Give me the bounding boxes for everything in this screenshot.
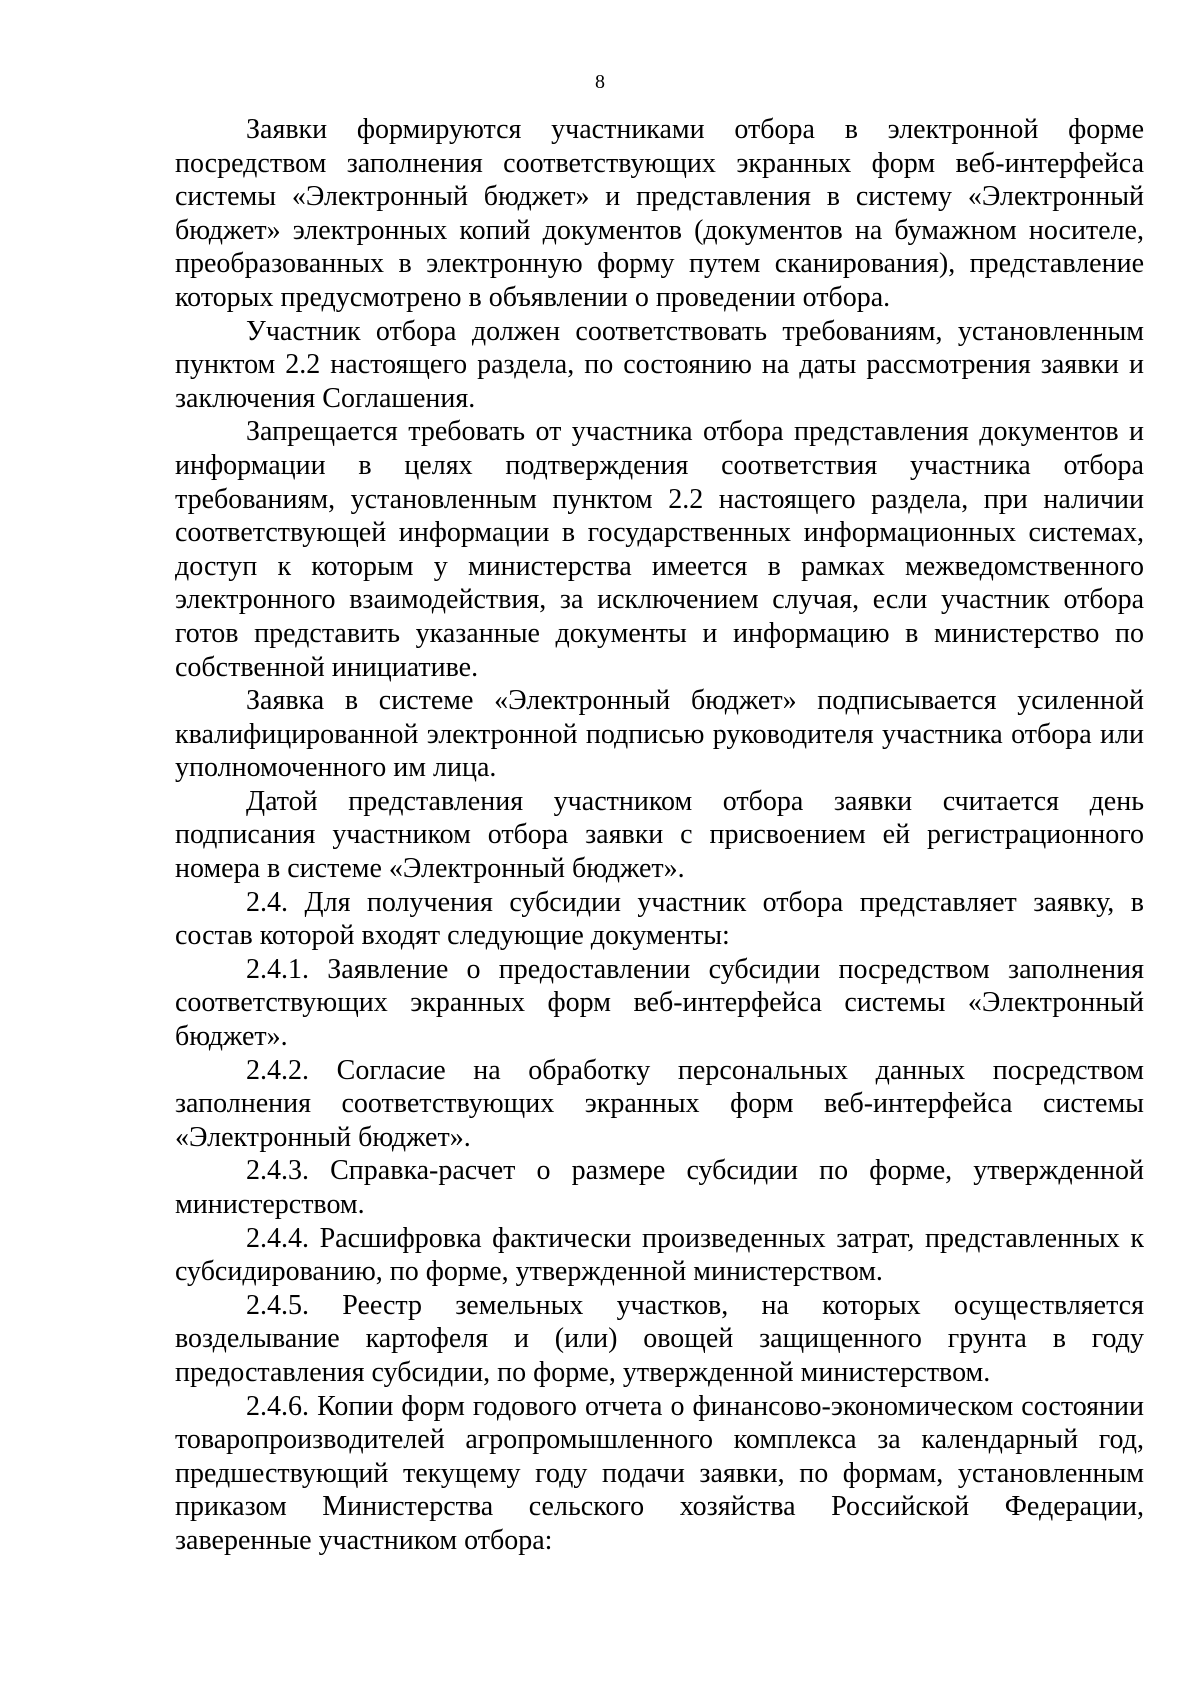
paragraph: 2.4.4. Расшифровка фактически произведенных затрат, представленных к субсидированию, по форме, утвержденной министерством. xyxy=(175,1222,1144,1288)
paragraph: 2.4.1. Заявление о предоставлении субсидии посредством заполнения соответствующих экранных форм веб-интерфейса системы «Электронный бюджет». xyxy=(175,953,1144,1053)
paragraph: Заявки формируются участниками отбора в электронной форме посредством заполнения соответствующих экранных форм веб-интерфейса системы «Электронный бюджет» и представления в систему «Электронный бюджет» электронных копий документов (документов на бумажном носителе, преобразованных в электронную форму путем сканирования), представление которых предусмотрено в объявлении о проведении отбора. xyxy=(175,114,1144,313)
paragraph: 2.4. Для получения субсидии участник отбора представляет заявку, в состав которой входят следующие документы: xyxy=(175,886,1144,952)
paragraph: 2.4.3. Справка-расчет о размере субсидии по форме, утвержденной министерством. xyxy=(175,1155,1144,1220)
paragraph: Датой представления участником отбора заявки считается день подписания участником отбора заявки с присвоением ей регистрационного номера в системе «Электронный бюджет». xyxy=(175,785,1144,885)
paragraph: Участник отбора должен соответствовать требованиям, установленным пунктом 2.2 настоящего раздела, по состоянию на даты рассмотрения заявки и заключения Соглашения. xyxy=(175,315,1144,414)
paragraph: 2.4.5. Реестр земельных участков, на которых осуществляется возделывание картофеля и (или) овощей защищенного грунта в году предоставления субсидии, по форме, утвержденной министерством. xyxy=(175,1289,1144,1388)
paragraph: 2.4.2. Согласие на обработку персональных данных посредством заполнения соответствующих экранных форм веб-интерфейса системы «Электронный бюджет». xyxy=(175,1054,1144,1153)
paragraph: Заявка в системе «Электронный бюджет» подписывается усиленной квалифицированной электронной подписью руководителя участника отбора или уполномоченного им лица. xyxy=(175,685,1144,784)
document-body xyxy=(175,113,1144,1558)
paragraph: Запрещается требовать от участника отбора представления документов и информации в целях подтверждения соответствия участника отбора требованиям, установленным пунктом 2.2 настоящего раздела, при наличии соответствующей информации в государственных информационных системах, доступ к которым у министерства имеется в рамках межведомственного электронного взаимодействия, за исключением случая, если участник отбора готов представить указанные документы и информацию в министерство по собственной инициативе. xyxy=(175,416,1144,683)
paragraph: 2.4.6. Копии форм годового отчета о финансово-экономическом состоянии товаропроизводителей агропромышленного комплекса за календарный год, предшествующий текущему году подачи заявки, по формам, установленным приказом Министерства сельского хозяйства Российской Федерации, заверенные участником отбора: xyxy=(175,1390,1144,1556)
page-number: 8 xyxy=(595,71,605,93)
